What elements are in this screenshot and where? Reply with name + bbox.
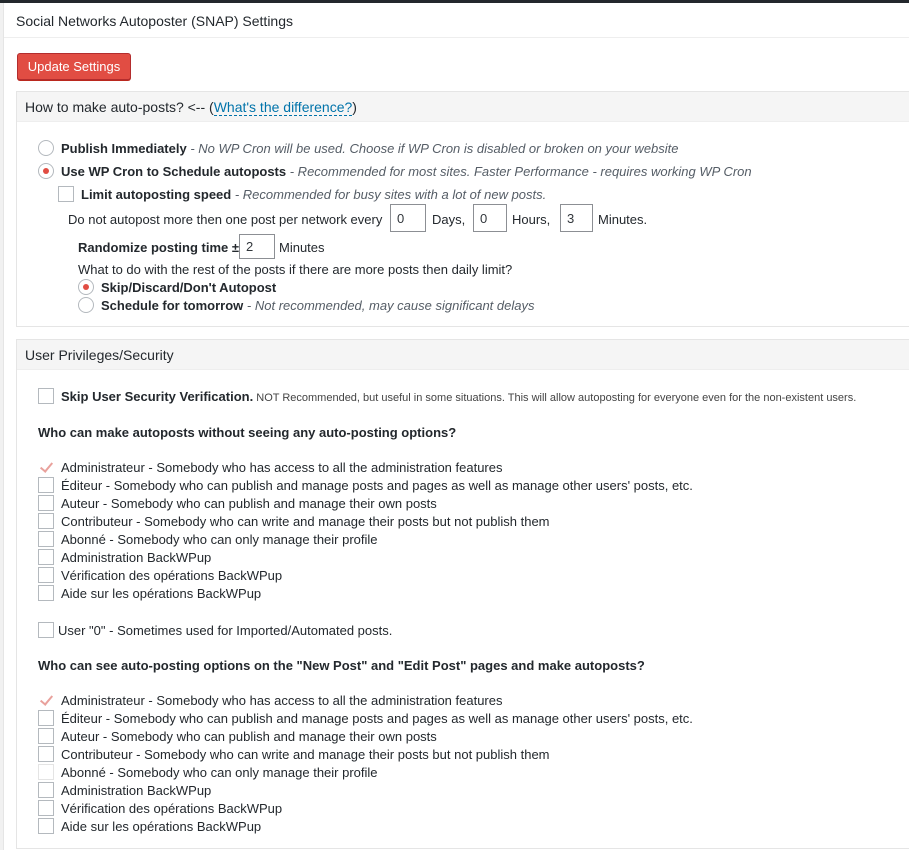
days-input[interactable] [390,204,426,232]
user-privileges-title: User Privileges/Security [25,347,174,363]
see-options-role-label: Administration BackWPup [61,783,212,798]
limit-row-prefix: Do not autopost more then one post per network every [68,212,383,227]
skip-security-label: Skip User Security Verification. [61,389,254,404]
randomize-label: Randomize posting time ± [78,240,239,255]
publish-immediately-radio[interactable] [38,140,54,156]
autopost-without-options-role-label: Administration BackWPup [61,550,212,565]
limit-speed-desc: - Recommended for busy sites with a lot of new posts. [231,187,547,202]
see-options-role-checkbox[interactable] [38,746,54,762]
see-options-role-checkbox[interactable] [38,728,54,744]
whats-the-difference-link[interactable]: What's the difference? [213,99,353,115]
see-options-role-checkbox [38,692,54,708]
use-wp-cron-option [61,163,752,181]
autopost-without-options-role-label: Aide sur les opérations BackWPup [61,586,262,601]
autopost-without-options-role-label: Contributeur - Somebody who can write and manage their posts but not publish them [61,514,550,529]
see-options-question: Who can see auto-posting options on the "New Post" and "Edit Post" pages and make autoposts? [38,658,645,673]
autopost-method-title: How to make auto-posts? <-- ( [25,99,214,115]
see-options-role-label: Abonné - Somebody who can only manage their profile [61,765,378,780]
minutes-label: Minutes. [598,212,648,227]
limit-speed-option [81,186,546,204]
see-options-role-label: Administrateur - Somebody who has access to all the administration features [61,693,503,708]
autopost-without-options-role-checkbox[interactable] [38,567,54,583]
schedule-tomorrow-option [101,297,534,315]
skip-security-checkbox[interactable] [38,388,54,404]
user-zero-checkbox[interactable] [38,622,54,638]
page-title: Social Networks Autoposter (SNAP) Settings [16,13,294,29]
publish-immediately-desc: - No WP Cron will be used. Choose if WP Cron is disabled or broken on your website [186,141,679,156]
autopost-without-options-role-label: Administrateur - Somebody who has access to all the administration features [61,460,503,475]
see-options-role-checkbox[interactable] [38,818,54,834]
skip-security-desc: NOT Recommended, but useful in some situations. This will allow autoposting for everyone even for the non-existent users. [253,392,857,404]
skip-security-option [61,388,856,407]
autopost-without-options-question: Who can make autoposts without seeing any auto-posting options? [38,425,457,440]
see-options-role-checkbox [38,764,54,780]
see-options-role-label: Contributeur - Somebody who can write and manage their posts but not publish them [61,747,550,762]
autopost-without-options-role-label: Abonné - Somebody who can only manage their profile [61,532,378,547]
see-options-role-checkbox[interactable] [38,800,54,816]
see-options-role-checkbox[interactable] [38,710,54,726]
autopost-without-options-role-checkbox[interactable] [38,495,54,511]
rest-of-posts-question: What to do with the rest of the posts if there are more posts then daily limit? [78,262,513,277]
autopost-without-options-role-label: Éditeur - Somebody who can publish and manage posts and pages as well as manage other users' posts, etc. [61,478,693,493]
see-options-role-label: Auteur - Somebody who can publish and manage their own posts [61,729,437,744]
autopost-without-options-role-checkbox[interactable] [38,585,54,601]
user-zero-label: User "0" - Sometimes used for Imported/Automated posts. [58,623,393,638]
use-wp-cron-radio[interactable] [38,163,54,179]
schedule-tomorrow-radio[interactable] [78,297,94,313]
title-divider [4,37,909,38]
hours-label: Hours, [512,212,551,227]
autopost-without-options-role-label: Auteur - Somebody who can publish and manage their own posts [61,496,437,511]
see-options-role-label: Vérification des opérations BackWPup [61,801,283,816]
autopost-without-options-role-checkbox [38,459,54,475]
autopost-without-options-role-checkbox[interactable] [38,531,54,547]
settings-page [3,3,909,850]
publish-immediately-label: Publish Immediately [61,141,187,156]
autopost-without-options-role-checkbox[interactable] [38,549,54,565]
see-options-role-label: Éditeur - Somebody who can publish and manage posts and pages as well as manage other users' posts, etc. [61,711,693,726]
skip-discard-radio[interactable] [78,279,94,295]
limit-speed-checkbox[interactable] [58,186,74,202]
see-options-role-checkbox[interactable] [38,782,54,798]
see-options-role-label: Aide sur les opérations BackWPup [61,819,262,834]
use-wp-cron-label: Use WP Cron to Schedule autoposts [61,164,287,179]
autopost-without-options-role-checkbox[interactable] [38,477,54,493]
publish-immediately-option [61,140,679,158]
randomize-unit: Minutes [279,240,325,255]
autopost-without-options-role-checkbox[interactable] [38,513,54,529]
autopost-method-header [17,92,909,122]
user-privileges-box [16,339,909,849]
limit-speed-label: Limit autoposting speed [81,187,232,202]
autopost-method-title-suffix: ) [352,99,357,115]
autopost-method-box [16,91,909,327]
autopost-without-options-role-label: Vérification des opérations BackWPup [61,568,283,583]
days-label: Days, [432,212,466,227]
schedule-tomorrow-label: Schedule for tomorrow [101,298,244,313]
minutes-input[interactable] [560,204,593,232]
user-privileges-header [17,340,909,370]
schedule-tomorrow-desc: - Not recommended, may cause significant delays [243,298,535,313]
use-wp-cron-desc: - Recommended for most sites. Faster Performance - requires working WP Cron [286,164,752,179]
update-settings-button[interactable]: Update Settings [17,53,131,80]
hours-input[interactable] [473,204,507,232]
skip-discard-label: Skip/Discard/Don't Autopost [101,280,277,295]
randomize-input[interactable] [239,234,275,259]
